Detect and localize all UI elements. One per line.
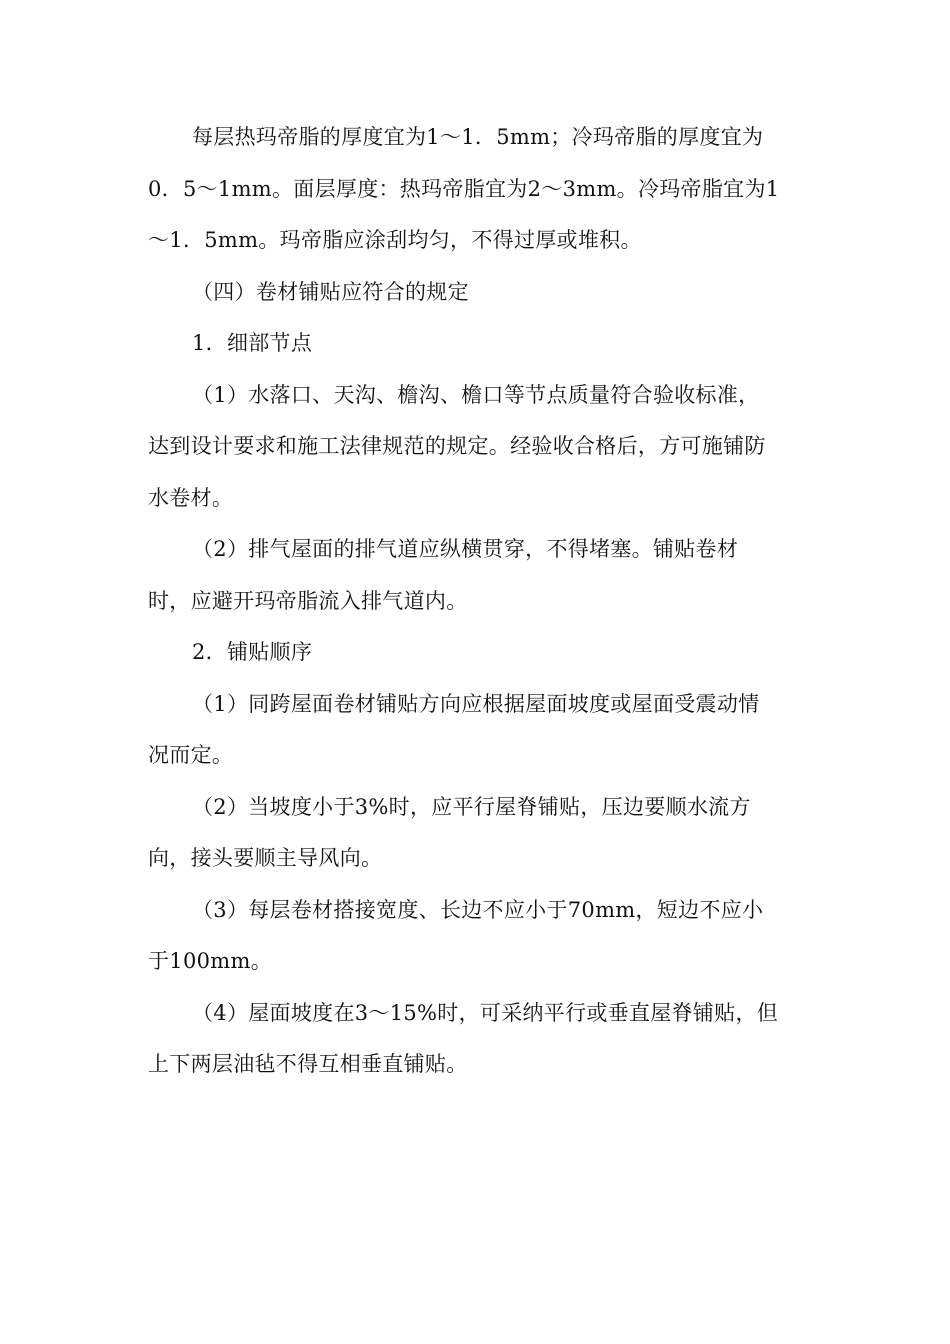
paragraph-item [148,782,808,885]
text-line: 于100mm。 [148,949,273,973]
text-line: （1）同跨屋面卷材铺贴方向应根据屋面坡度或屋面受震动情 [192,691,760,716]
paragraph-item [148,885,808,988]
text-line: ～1．5mm。玛帝脂应涂刮均匀，不得过厚或堆积。 [148,228,642,252]
text-line: 0．5～1mm。面层厚度：热玛帝脂宜为2～3mm。冷玛帝脂宜为1 [148,176,780,201]
text-line: 每层热玛帝脂的厚度宜为1～1．5mm；冷玛帝脂的厚度宜为 [192,125,764,149]
text-line: （2）当坡度小于3%时，应平行屋脊铺贴，压边要顺水流方 [192,794,751,819]
subsection-heading [148,318,808,370]
paragraph-item [148,679,808,782]
text-line: 向，接头要顺主导风向。 [148,846,383,870]
paragraph-item [148,988,808,1091]
text-line: （1）水落口、天沟、檐沟、檐口等节点质量符合验收标准， [192,382,760,407]
text-line: 2．铺贴顺序 [192,640,313,664]
paragraph-item [148,524,808,627]
paragraph-item [148,370,808,525]
text-line: （3）每层卷材搭接宽度、长边不应小于70mm，短边不应小 [192,897,764,922]
paragraph-thickness [148,112,808,267]
text-line: 况而定。 [148,743,234,767]
text-line: 时，应避开玛帝脂流入排气道内。 [148,588,468,613]
text-line: （4）屋面坡度在3～15%时，可采纳平行或垂直屋脊铺贴，但 [192,1000,779,1025]
text-line: 上下两层油毡不得互相垂直铺贴。 [148,1052,468,1076]
document-body [148,112,808,1091]
text-line: 水卷材。 [148,485,234,510]
subsection-heading [148,627,808,679]
section-heading [148,267,808,319]
text-line: （2）排气屋面的排气道应纵横贯穿，不得堵塞。铺贴卷材 [192,537,739,561]
text-line: （四）卷材铺贴应符合的规定 [192,279,469,304]
text-line: 1．细部节点 [192,331,313,355]
text-line: 达到设计要求和施工法律规范的规定。经验收合格后，方可施铺防 [148,434,766,458]
